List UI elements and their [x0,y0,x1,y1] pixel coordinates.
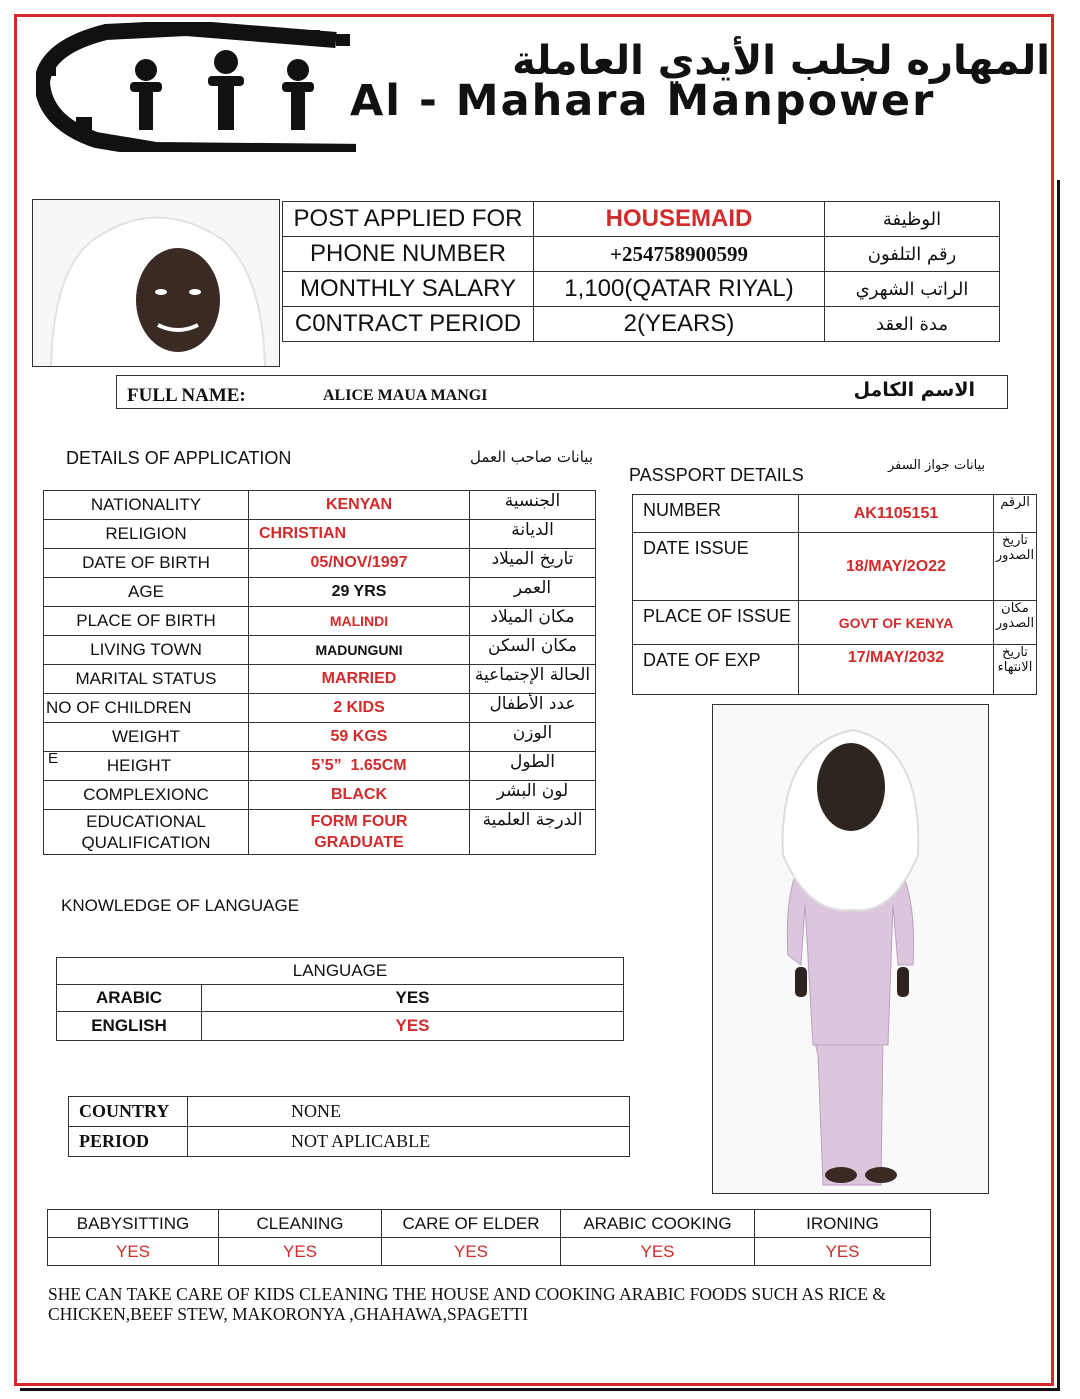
skill-value: YES [48,1238,219,1266]
detail-label-arabic: الجنسية [470,491,596,520]
detail-label-arabic: العمر [470,578,596,607]
detail-value: 05/NOV/1997 [249,549,470,578]
table-row [44,578,596,607]
stray-mark: E [48,750,59,767]
skill-label: IRONING [755,1210,931,1238]
job-label-arabic: الوظيفة [825,202,1000,237]
application-details-table [43,490,596,855]
detail-label: LIVING TOWN [44,636,249,665]
experience-label: PERIOD [69,1127,188,1157]
details-heading: DETAILS OF APPLICATION [66,448,292,468]
skill-label: BABYSITTING [48,1210,219,1238]
summary-text: SHE CAN TAKE CARE OF KIDS CLEANING THE HOUSE AND COOKING ARABIC FOODS SUCH AS RICE & CHICKEN,BEEF STEW, MAKORONYA ,GHAHAWA,SPAGETTI [48,1284,887,1324]
passport-label: NUMBER [633,495,799,533]
detail-label-arabic: الطول [470,752,596,781]
detail-value: CHRISTIAN [249,520,470,549]
passport-value: AK1105151 [799,495,994,533]
detail-label-arabic: عدد الأطفال [470,694,596,723]
language-level: YES [202,985,624,1012]
passport-value: 18/MAY/2O22 [799,533,994,601]
detail-value: 59 KGS [249,723,470,752]
detail-value: MADUNGUNI [249,636,470,665]
skill-value: YES [219,1238,382,1266]
table-row [48,1210,931,1238]
table-row [44,549,596,578]
table-row [633,645,1037,695]
skill-label: CLEANING [219,1210,382,1238]
skills-table [47,1209,931,1266]
table-row [44,491,596,520]
detail-value: MARRIED [249,665,470,694]
company-name-english: Al - Mahara Manpower [350,76,936,126]
detail-label-arabic: الديانة [470,520,596,549]
table-row [44,665,596,694]
detail-label-arabic: لون البشر [470,781,596,810]
applicant-full-photo [712,704,989,1194]
language-table-title: LANGUAGE [57,958,624,985]
table-row [283,272,1000,307]
passport-label: DATE ISSUE [633,533,799,601]
full-name-label: FULL NAME: [127,385,246,406]
detail-label: WEIGHT [44,723,249,752]
job-label: MONTHLY SALARY [283,272,534,307]
detail-label: RELIGION [44,520,249,549]
detail-label: COMPLEXIONC [44,781,249,810]
detail-label: HEIGHT [44,752,249,781]
detail-value: 2 KIDS [249,694,470,723]
applicant-headshot [32,199,280,367]
table-row [283,237,1000,272]
skill-label: ARABIC COOKING [561,1210,755,1238]
table-row [44,781,596,810]
page-shadow-bottom [20,1388,1060,1391]
language-name: ARABIC [57,985,202,1012]
detail-value: MALINDI [249,607,470,636]
table-row [48,1238,931,1266]
table-row [69,1097,630,1127]
details-heading-arabic: بيانات صاحب العمل [470,448,593,466]
table-row [44,520,596,549]
detail-label-arabic: الوزن [470,723,596,752]
detail-label: NO OF CHILDREN [44,694,249,723]
language-name: ENGLISH [57,1012,202,1041]
table-row [283,202,1000,237]
detail-label: DATE OF BIRTH [44,549,249,578]
table-row [44,723,596,752]
job-value: 2(YEARS) [534,307,825,342]
table-row [57,985,624,1012]
job-label: PHONE NUMBER [283,237,534,272]
job-value: 1,100(QATAR RIYAL) [534,272,825,307]
full-name-value: ALICE MAUA MANGI [323,387,488,404]
passport-label: PLACE OF ISSUE [633,601,799,645]
table-row [283,307,1000,342]
detail-label: MARITAL STATUS [44,665,249,694]
passport-label-arabic: الرقم [994,495,1037,533]
language-heading: KNOWLEDGE OF LANGUAGE [61,896,300,915]
detail-label-arabic: تاريخ الميلاد [470,549,596,578]
passport-heading: PASSPORT DETAILS [629,465,804,485]
table-row [633,533,1037,601]
table-row [57,958,624,985]
job-label-arabic: رقم التلفون [825,237,1000,272]
detail-label-arabic: مكان السكن [470,636,596,665]
job-label-arabic: الراتب الشهري [825,272,1000,307]
experience-value: NOT APLICABLE [188,1127,630,1157]
detail-label: NATIONALITY [44,491,249,520]
table-row [44,810,596,855]
language-level: YES [202,1012,624,1041]
detail-label-arabic: مكان الميلاد [470,607,596,636]
detail-value: KENYAN [249,491,470,520]
table-row [44,636,596,665]
passport-label-arabic: مكان الصدور [994,601,1037,645]
passport-details-table [632,494,1037,695]
skill-value: YES [382,1238,561,1266]
company-name-arabic: المهاره لجلب الأيدي العاملة [512,38,1050,84]
passport-value: GOVT OF KENYA [799,601,994,645]
job-value: HOUSEMAID [534,202,825,237]
detail-value: BLACK [249,781,470,810]
detail-value: 29 YRS [249,578,470,607]
skill-value: YES [561,1238,755,1266]
detail-label: PLACE OF BIRTH [44,607,249,636]
skill-value: YES [755,1238,931,1266]
detail-value: FORM FOUR GRADUATE [249,810,470,855]
job-info-table [282,201,1000,342]
table-row [633,601,1037,645]
detail-value: 5’5” 1.65CM [249,752,470,781]
job-value: +254758900599 [534,237,825,272]
job-label: POST APPLIED FOR [283,202,534,237]
detail-label: AGE [44,578,249,607]
detail-label-arabic: الدرجة العلمية [470,810,596,855]
page-shadow-right [1057,180,1060,1390]
table-row [44,694,596,723]
table-row [44,752,596,781]
table-row [44,607,596,636]
passport-label-arabic: تاريخ الصدور [994,533,1037,601]
passport-label: DATE OF EXP [633,645,799,695]
job-label: C0NTRACT PERIOD [283,307,534,342]
table-row [633,495,1037,533]
experience-label: COUNTRY [69,1097,188,1127]
table-row [57,1012,624,1041]
detail-label: EDUCATIONAL QUALIFICATION [44,810,249,855]
table-row [69,1127,630,1157]
full-name-box [116,375,1008,409]
passport-heading-arabic: بيانات جواز السفر [888,458,986,473]
job-label-arabic: مدة العقد [825,307,1000,342]
skill-label: CARE OF ELDER [382,1210,561,1238]
passport-label-arabic: تاريخ الانتهاء [994,645,1037,695]
detail-label-arabic: الحالة الإجتماعية [470,665,596,694]
passport-value: 17/MAY/2032 [799,645,994,695]
full-name-label-arabic: الاسم الكامل [853,379,975,401]
experience-value: NONE [188,1097,630,1127]
experience-table [68,1096,630,1157]
company-logo-icon [36,22,356,152]
language-table [56,957,624,1041]
